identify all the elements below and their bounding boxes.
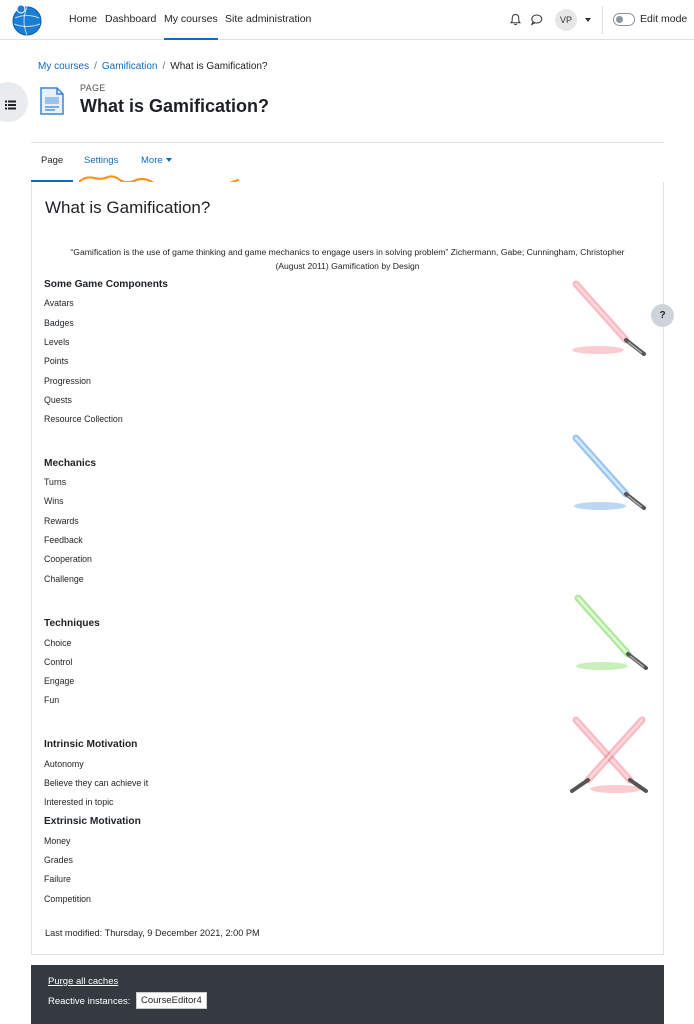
list-item: Turns [44, 477, 67, 487]
chevron-down-icon [166, 158, 172, 162]
list-item: Cooperation [44, 554, 92, 564]
edit-mode-toggle[interactable] [613, 13, 635, 26]
list-item: Autonomy [44, 759, 84, 769]
list-item: Quests [44, 395, 72, 405]
list-item: Avatars [44, 298, 74, 308]
notifications-bell-icon[interactable] [509, 13, 522, 26]
list-item: Badges [44, 318, 74, 328]
list-item: Competition [44, 894, 91, 904]
list-item: Rewards [44, 516, 79, 526]
page-document-icon [40, 87, 64, 115]
nav-home[interactable]: Home [69, 13, 98, 25]
activity-type-label: PAGE [80, 83, 106, 93]
section-heading: Techniques [44, 618, 100, 629]
breadcrumb-current: What is Gamification? [170, 61, 268, 72]
list-item: Fun [44, 695, 60, 705]
reactive-instance-badge[interactable]: CourseEditor4 [136, 992, 207, 1009]
list-item: Resource Collection [44, 414, 123, 424]
navbar-divider [602, 6, 603, 34]
breadcrumb [38, 60, 268, 74]
list-item: Engage [44, 676, 75, 686]
site-logo-icon[interactable] [10, 3, 44, 37]
breadcrumb-my-courses[interactable]: My courses [38, 61, 90, 72]
crossed-lightsabers-icon [566, 714, 654, 796]
top-navbar [0, 0, 694, 40]
section-heading: Mechanics [44, 458, 97, 469]
list-icon [5, 97, 16, 107]
page-footer [31, 965, 664, 1024]
user-avatar[interactable]: VP [555, 9, 577, 31]
list-item: Failure [44, 874, 71, 884]
tab-page[interactable]: Page [31, 148, 73, 182]
nav-dashboard[interactable]: Dashboard [105, 13, 157, 25]
nav-my-courses[interactable]: My courses [164, 0, 218, 40]
list-item: Wins [44, 496, 64, 506]
list-item: Progression [44, 376, 91, 386]
header-divider [31, 142, 664, 143]
list-item: Grades [44, 855, 73, 865]
nav-site-administration[interactable]: Site administration [225, 13, 312, 25]
list-item: Levels [44, 337, 70, 347]
breadcrumb-separator: / [162, 61, 166, 72]
section-heading: Extrinsic Motivation [44, 816, 141, 827]
gamification-quote: “Gamification is the use of game thinking and game mechanics to engage users in solving problem” Zichermann, Gabe; Cunningham, Christopher (August 2011) Gamification by Design [70, 247, 625, 271]
breadcrumb-separator: / [94, 61, 97, 72]
tab-settings[interactable]: Settings [84, 155, 119, 166]
green-lightsaber-icon [568, 592, 652, 674]
section-heading: Intrinsic Motivation [44, 739, 138, 750]
last-modified-text: Last modified: Thursday, 9 December 2021, 2:00 PM [45, 928, 260, 938]
messages-chat-icon[interactable] [530, 13, 543, 26]
list-item: Interested in topic [44, 797, 114, 807]
tab-more-label: More [141, 155, 163, 166]
red-lightsaber-icon [568, 278, 652, 360]
list-item: Choice [44, 638, 72, 648]
page-title: What is Gamification? [80, 96, 270, 116]
breadcrumb-gamification[interactable]: Gamification [101, 61, 158, 72]
toggle-knob [616, 16, 623, 23]
course-index-drawer-button[interactable] [0, 82, 28, 122]
list-item: Points [44, 356, 69, 366]
list-item: Control [44, 657, 73, 667]
user-menu-chevron-down-icon[interactable] [585, 18, 591, 22]
blue-lightsaber-icon [568, 432, 652, 514]
edit-mode-label: Edit mode [640, 13, 688, 25]
reactive-instances-label: Reactive instances: [48, 996, 131, 1007]
purge-all-caches-link[interactable]: Purge all caches [48, 976, 119, 987]
content-title: What is Gamification? [45, 198, 211, 217]
list-item: Feedback [44, 535, 83, 545]
list-item: Believe they can achieve it [44, 778, 149, 788]
section-heading: Some Game Components [44, 279, 168, 290]
help-button[interactable]: ? [651, 304, 674, 327]
list-item: Money [44, 836, 71, 846]
list-item: Challenge [44, 574, 84, 584]
